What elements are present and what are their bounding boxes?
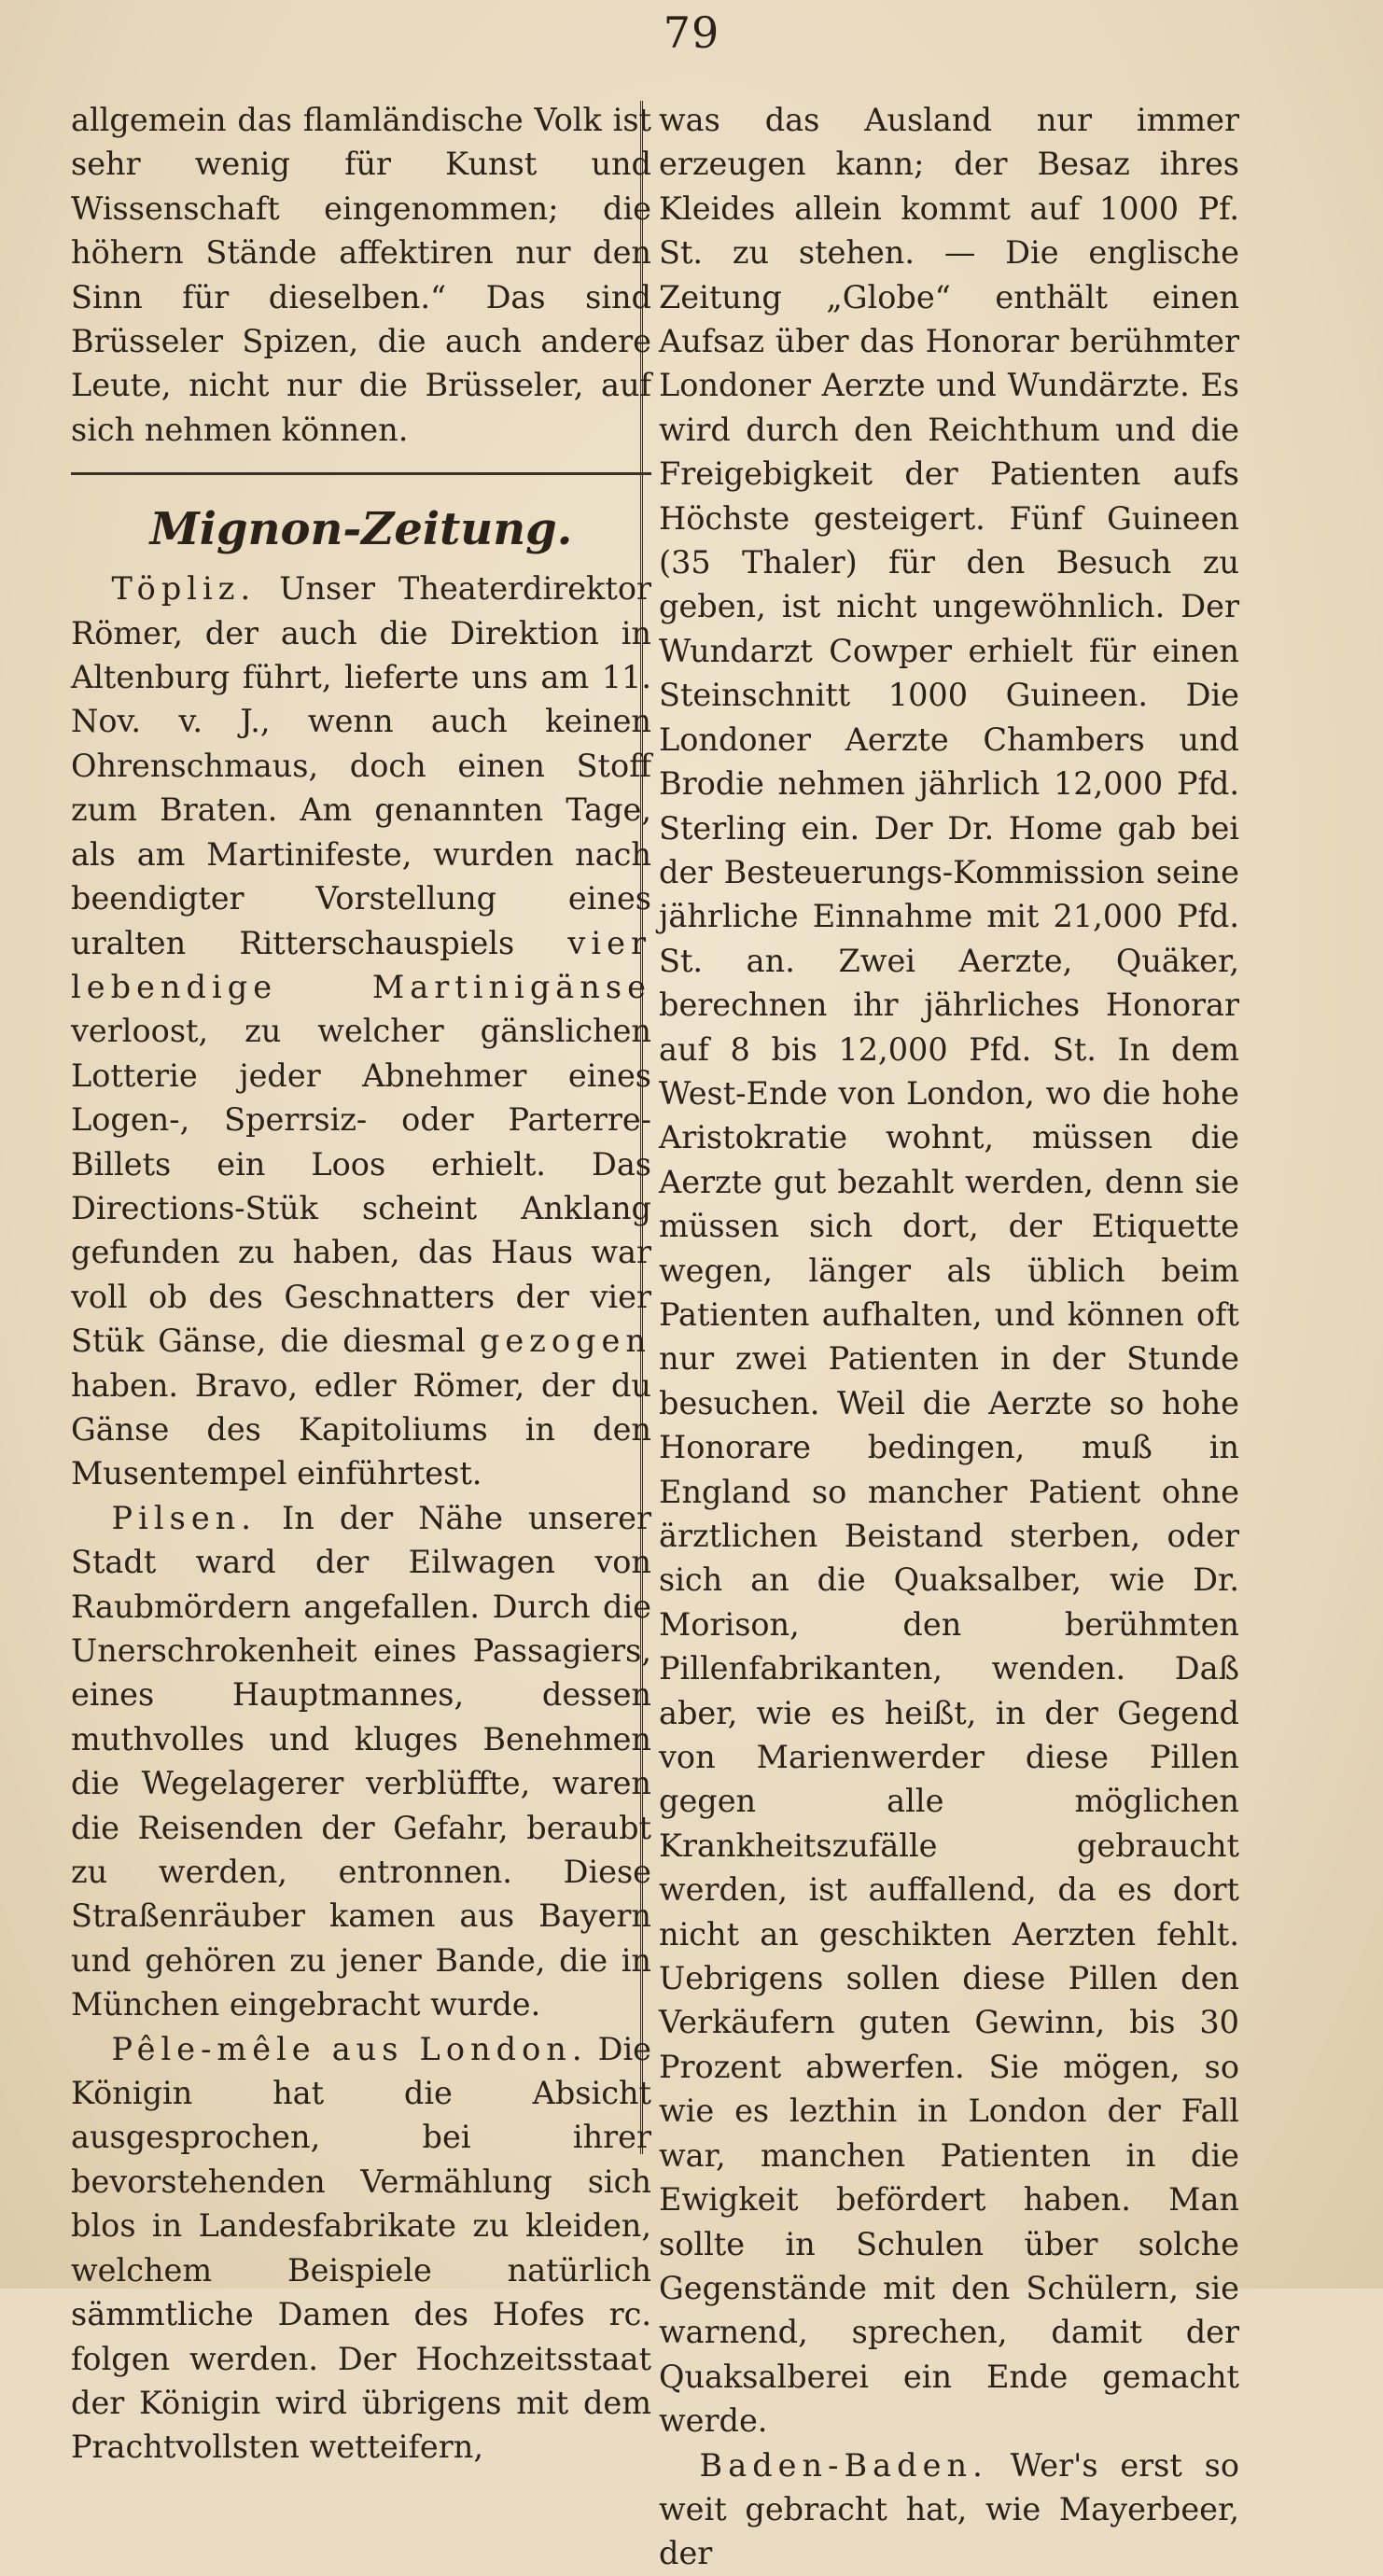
article-london-text: Die Königin hat die Absicht ausgesprochen, bei ihrer bevorstehenden Vermählung sich blos in Landesfabrikate zu kleiden, welchem Beispiele natürlich sämmtliche Damen des Hofes rc. folgen werden. Der Hochzeitsstaat der Königin wird übrigens mit dem Prachtvollsten wetteifern,: [71, 2030, 651, 2466]
place-baden: Baden-Baden.: [699, 2446, 988, 2484]
article-toepliz-spaced: vier lebendige Martinigänse: [71, 924, 651, 1005]
place-toepliz: Töpliz.: [111, 570, 257, 608]
article-pilsen: [71, 1496, 651, 2027]
article-baden: [659, 2443, 1239, 2576]
intro-paragraph: allgemein das flamländische Volk ist sehr wenig für Kunst und Wissenschaft eingenommen; die höhern Stände affektiren nur den Sinn für dieselben.“ Das sind Brüsseler Spizen, die auch andere Leute, nicht nur die Brüsseler, auf sich nehmen können.: [71, 102, 651, 448]
left-column: [71, 98, 651, 2470]
article-toepliz-spaced-2: gezogen: [479, 1323, 651, 1360]
article-london-continued: was das Ausland nur immer erzeugen kann; der Besaz ihres Kleides allein kommt auf 1000 Pf. St. zu stehen. — Die englische Zeitung „Globe“ enthält einen Aufsaz über das Honorar berühmter Londoner Aerzte und Wundärzte. Es wird durch den Reichthum und die Freigebigkeit der Patienten aufs Höchste gesteigert. Fünf Guineen (35 Thaler) für den Besuch zu geben, ist nicht ungewöhnlich. Der Wundarzt Cowper erhielt für einen Steinschnitt 1000 Guineen. Die Londoner Aerzte Chambers und Brodie nehmen jährlich 12,000 Pfd. Sterling ein. Der Dr. Home gab bei der Besteuerungs-Kommission seine jährliche Einnahme mit 21,000 Pfd. St. an. Zwei Aerzte, Quäker, berechnen ihr jährliches Honorar auf 8 bis 12,000 Pfd. St. In dem West-Ende von London, wo die hohe Aristokratie wohnt, müssen die Aerzte gut bezahlt werden, denn sie müssen sich dort, der Etiquette wegen, länger als üblich beim Patienten aufhalten, und können oft nur zwei Patienten in der Stunde besuchen. Weil die Aerzte so hohe Honorare bedingen, muß in England so mancher Patient ohne ärztlichen Beistand sterben, oder sich an die Quaksalber, wie Dr. Morison, den berühmten Pillenfabrikanten, wenden. Daß aber, wie es heißt, in der Gegend von Marienwerder diese Pillen gegen alle möglichen Krankheitszufälle gebraucht werden, ist auffallend, da es dort nicht an geschikten Aerzten fehlt. Uebrigens sollen diese Pillen den Verkäufern guten Gewinn, bis 30 Prozent abwerfen. Sie mögen, so wie es lezthin in London der Fall war, manchen Patienten in die Ewigkeit befördert haben. Man sollte in Schulen über solche Gegenstände mit den Schülern, sie warnend, sprechen, damit der Quaksalberei ein Ende gemacht werde.: [659, 102, 1239, 2440]
page-number: 79: [663, 7, 720, 58]
article-baden-text: Wer's erst so weit gebracht hat, wie Mayerbeer, der: [659, 2446, 1240, 2572]
right-column: [659, 98, 1239, 2576]
article-toepliz-text: Unser Theaterdirektor Römer, der auch die Direktion in Altenburg führt, lieferte uns am 11. Nov. v. J., wenn auch keinen Ohrenschmaus, doch einen Stoff zum Braten. Am genannten Tage, als am Martinifeste, wurden nach beendigter Vorstellung eines uralten Ritterschauspiels: [71, 570, 652, 961]
article-toepliz-text-2: verloost, zu welcher gänslichen Lotterie jeder Abnehmer eines Logen-, Sperrsiz- oder Parterre-Billets ein Loos erhielt. Das Directions-Stük scheint Anklang gefunden zu haben, das Haus war voll ob des Geschnatters der vier Stük Gänse, die diesmal: [71, 1013, 651, 1360]
article-toepliz-text-3: haben. Bravo, edler Römer, der du Gänse des Kapitoliums in den Musentempel einführtest.: [71, 1366, 651, 1492]
article-london: [71, 2027, 651, 2470]
section-title: Mignon-Zeitung.: [149, 503, 573, 556]
article-pilsen-text: In der Nähe unserer Stadt ward der Eilwagen von Raubmördern angefallen. Durch die Unerschrokenheit eines Passagiers, eines Hauptmannes, dessen muthvolles und kluges Benehmen die Wegelagerer verblüffte, waren die Reisenden der Gefahr, beraubt zu werden, entronnen. Diese Straßenräuber kamen aus Bayern und gehören zu jener Bande, die in München eingebracht wurde.: [71, 1499, 651, 2023]
place-pilsen: Pilsen.: [111, 1499, 257, 1536]
section-divider: [71, 472, 651, 475]
place-london: Pêle-mêle aus London.: [111, 2030, 588, 2067]
article-toepliz: [71, 567, 651, 1496]
